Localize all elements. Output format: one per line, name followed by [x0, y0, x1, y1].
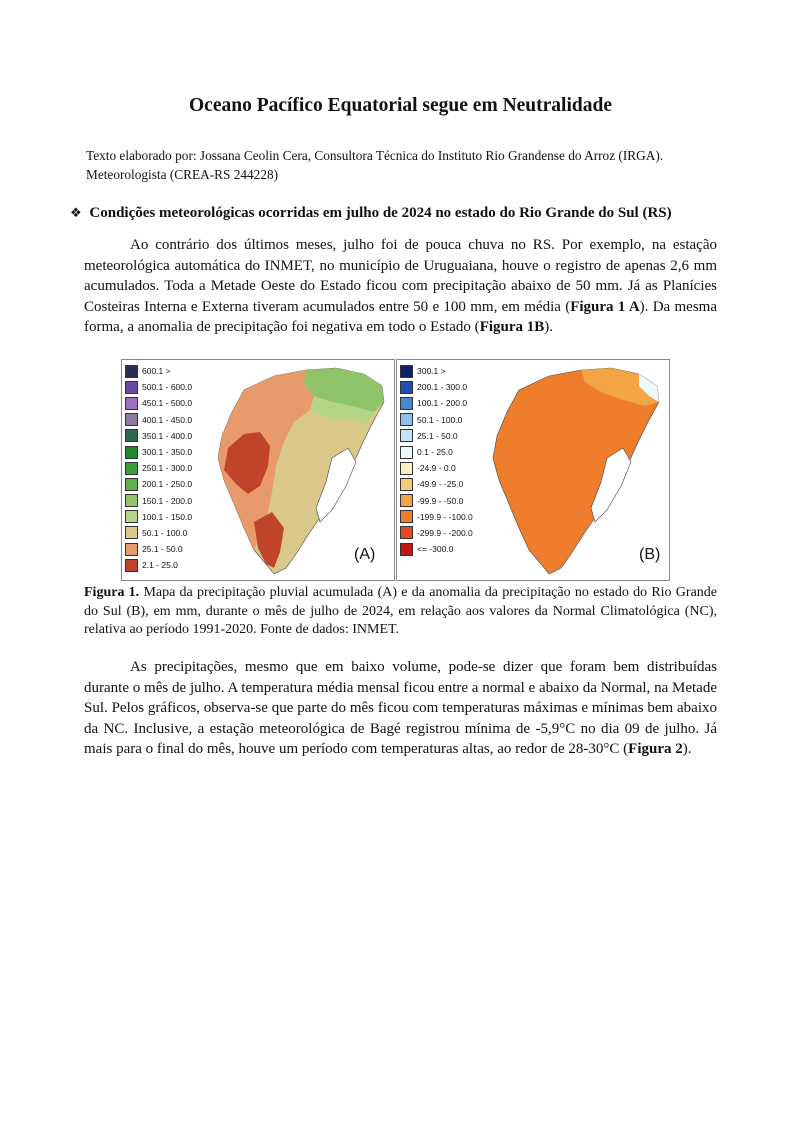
paragraph-1 [84, 235, 717, 338]
map-b-legend-swatch [400, 381, 413, 394]
map-a-legend-item [125, 395, 220, 411]
map-a-legend-swatch [125, 510, 138, 523]
paragraph-2-end: ). [682, 741, 692, 757]
paragraph-1-end: ). [544, 319, 554, 335]
map-a-legend-swatch [125, 478, 138, 491]
map-a-legend-label: 200.1 - 250.0 [142, 479, 193, 490]
map-a-legend-item [125, 460, 220, 476]
map-a-legend-item [125, 525, 220, 541]
map-b-legend-swatch [400, 526, 413, 539]
map-b-legend-item [400, 541, 495, 557]
map-b-legend-label: -199.9 - -100.0 [417, 511, 473, 522]
caption-prefix: Figura 1. [84, 585, 140, 600]
map-a-legend-swatch [125, 462, 138, 475]
map-b-legend-swatch [400, 429, 413, 442]
map-b-legend-item [400, 395, 495, 411]
map-a-legend-swatch [125, 365, 138, 378]
paragraph-2-text: As precipitações, mesmo que em baixo volume, pode-se dizer que foram bem distribuídas durante o mês de julho. A temperatura média mensal ficou entre a normal e abaixo da Normal, na Metade Sul. Pelos gráficos, observa-se que parte do mês ficou com temperaturas máximas e mínimas bem abaixo da NC. Inclusive, a estação meteorológica de Bagé registrou mínima de -5,9°C no dia 09 de julho. Já mais para o final do mês, houve um período com temperaturas altas, ao redor de 28-30°C ( [84, 659, 717, 757]
map-b-legend-label: 100.1 - 200.0 [417, 398, 468, 409]
document-title: Oceano Pacífico Equatorial segue em Neutralidade [189, 95, 612, 116]
map-a-legend-swatch [125, 397, 138, 410]
caption-text: Mapa da precipitação pluvial acumulada (A) e da anomalia da precipitação no estado do Rio Grande do Sul (B), em mm, durante o mês de julho de 2024, em relação aos valores da Normal Climatológica (NC), relativa ao período 1991-2020. Fonte de dados: INMET. [84, 585, 717, 637]
map-b-legend-swatch [400, 413, 413, 426]
section-title: Condições meteorológicas ocorridas em julho de 2024 no estado do Rio Grande do Sul (RS) [89, 205, 672, 221]
figure-caption [84, 584, 717, 640]
legend-a [125, 363, 220, 573]
map-a-legend-swatch [125, 429, 138, 442]
diamond-bullet-icon: ❖ [70, 206, 82, 221]
map-b-legend-swatch [400, 494, 413, 507]
map-a-legend-item [125, 557, 220, 573]
map-b-legend-item [400, 379, 495, 395]
map-b-legend-label: 50.1 - 100.0 [417, 414, 463, 425]
map-b-legend-swatch [400, 462, 413, 475]
map-panel-b [396, 359, 670, 581]
panel-b-label: (B) [639, 546, 661, 563]
map-b-legend-label: 300.1 > [417, 366, 446, 377]
map-b-legend-swatch [400, 446, 413, 459]
map-a-legend-item [125, 493, 220, 509]
author-credit [86, 146, 726, 184]
map-b-legend-label: -24.9 - 0.0 [417, 463, 456, 474]
map-b-legend-label: 0.1 - 25.0 [417, 447, 453, 458]
map-b-legend-item [400, 412, 495, 428]
author-line-2: Meteorologista (CREA-RS 244228) [86, 167, 279, 182]
map-b-legend-item [400, 428, 495, 444]
map-a-legend-label: 600.1 > [142, 366, 171, 377]
panel-a-label: (A) [354, 546, 376, 563]
map-a-legend-label: 350.1 - 400.0 [142, 430, 193, 441]
map-a-legend-item [125, 541, 220, 557]
section-heading [70, 205, 730, 222]
map-b-legend-item [400, 509, 495, 525]
map-b-legend-swatch [400, 365, 413, 378]
figure-1 [121, 359, 681, 581]
map-b-legend-label: 25.1 - 50.0 [417, 430, 458, 441]
paragraph-2 [84, 657, 717, 760]
map-a-legend-label: 150.1 - 200.0 [142, 495, 193, 506]
map-b-legend-label: 200.1 - 300.0 [417, 382, 468, 393]
map-a-legend-swatch [125, 543, 138, 556]
paragraph-1-text: Ao contrário dos últimos meses, julho foi de pouca chuva no RS. Por exemplo, na estação meteorológica automática do INMET, no município de Uruguaiana, houve o registro de apenas 2,6 mm acumulados. Toda a Metade Oeste do Estado ficou com precipitação abaixo de 50 mm. Já as Planícies Costeiras Interna e Externa tiveram acumulados entre 50 e 100 mm, em média ( [84, 237, 717, 315]
map-a-legend-label: 2.1 - 25.0 [142, 560, 178, 571]
map-b-legend-swatch [400, 478, 413, 491]
map-b-legend-item [400, 476, 495, 492]
map-b-legend-item [400, 363, 495, 379]
map-a-legend-label: 100.1 - 150.0 [142, 511, 193, 522]
map-a-legend-item [125, 363, 220, 379]
map-a-legend-swatch [125, 446, 138, 459]
map-a-legend-label: 300.1 - 350.0 [142, 447, 193, 458]
map-a-legend-item [125, 428, 220, 444]
map-a-legend-swatch [125, 494, 138, 507]
map-a-legend-label: 50.1 - 100.0 [142, 527, 188, 538]
map-b-legend-label: -49.9 - -25.0 [417, 479, 464, 490]
map-a-legend-label: 450.1 - 500.0 [142, 398, 193, 409]
map-a-legend-item [125, 412, 220, 428]
map-a-legend-item [125, 379, 220, 395]
map-b-legend-label: -99.9 - -50.0 [417, 495, 464, 506]
map-b-legend-item [400, 444, 495, 460]
figure-ref-1b: Figura 1B [479, 319, 545, 335]
map-b-legend-label: <= -300.0 [417, 544, 454, 555]
map-b-legend-swatch [400, 543, 413, 556]
author-line-1: Texto elaborado por: Jossana Ceolin Cera, Consultora Técnica do Instituto Rio Grandense do Arroz (IRGA). [86, 148, 664, 163]
legend-b [400, 363, 495, 557]
map-b-legend-item [400, 460, 495, 476]
map-a-legend-label: 250.1 - 300.0 [142, 463, 193, 474]
map-b-legend-item [400, 525, 495, 541]
figure-ref-2: Figura 2 [628, 741, 683, 757]
map-panel-a [121, 359, 395, 581]
map-b-legend-swatch [400, 510, 413, 523]
map-a-legend-item [125, 509, 220, 525]
map-b-legend-item [400, 493, 495, 509]
paragraph-1-mid: ). Da mesma forma, a anomalia de precipitação foi negativa em todo o Estado ( [84, 298, 717, 335]
figure-ref-1a: Figura 1 A [570, 298, 640, 315]
map-a-legend-item [125, 444, 220, 460]
map-a-legend-swatch [125, 381, 138, 394]
map-b-legend-swatch [400, 397, 413, 410]
map-a-legend-item [125, 476, 220, 492]
map-b-legend-label: -299.9 - -200.0 [417, 527, 473, 538]
map-a-legend-label: 500.1 - 600.0 [142, 382, 193, 393]
map-a-legend-swatch [125, 413, 138, 426]
map-a-legend-swatch [125, 559, 138, 572]
map-a-legend-swatch [125, 526, 138, 539]
map-a-legend-label: 400.1 - 450.0 [142, 414, 193, 425]
map-a-legend-label: 25.1 - 50.0 [142, 544, 183, 555]
